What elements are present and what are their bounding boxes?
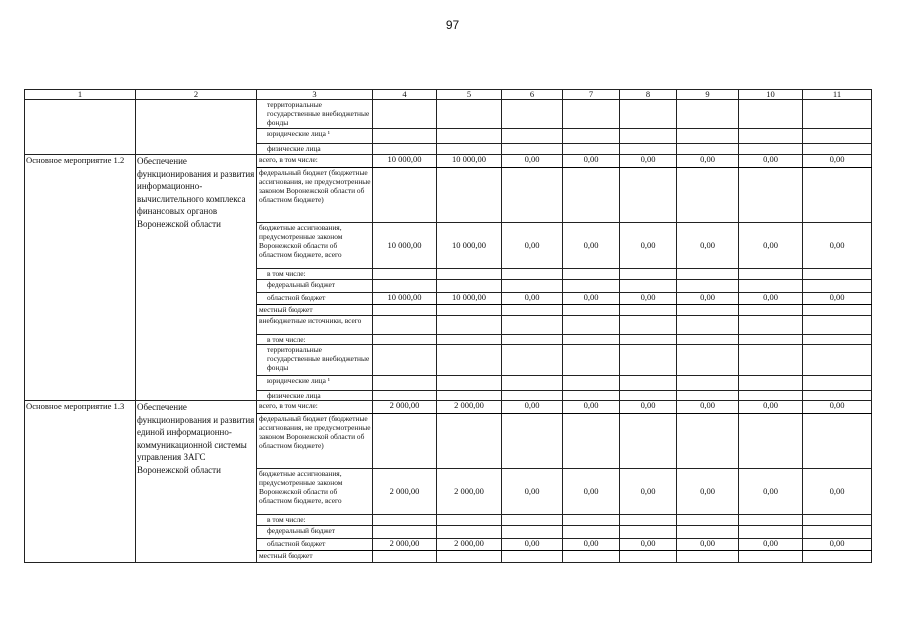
value-cell [620, 391, 677, 401]
column-header-7: 7 [563, 90, 620, 100]
value-cell [373, 129, 437, 144]
value-cell: 2 000,00 [373, 401, 437, 414]
value-cell [803, 551, 872, 563]
funding-source-label: областной бюджет [257, 293, 373, 305]
value-cell [502, 144, 563, 155]
value-cell [563, 280, 620, 293]
funding-source-label: всего, в том числе: [257, 401, 373, 414]
value-cell [803, 168, 872, 223]
value-cell [620, 316, 677, 335]
value-cell [373, 335, 437, 345]
value-cell [502, 280, 563, 293]
funding-source-label: областной бюджет [257, 539, 373, 551]
value-cell: 10 000,00 [437, 293, 502, 305]
value-cell [437, 526, 502, 539]
value-cell [739, 391, 803, 401]
value-cell: 0,00 [803, 293, 872, 305]
value-cell [803, 316, 872, 335]
value-cell: 0,00 [677, 539, 739, 551]
value-cell: 0,00 [502, 469, 563, 515]
funding-source-label: в том числе: [257, 269, 373, 280]
value-cell: 0,00 [739, 293, 803, 305]
value-cell [373, 345, 437, 376]
value-cell [803, 526, 872, 539]
funding-source-label: федеральный бюджет [257, 526, 373, 539]
continuation-col1 [25, 100, 136, 155]
funding-source-label: в том числе: [257, 515, 373, 526]
value-cell [803, 144, 872, 155]
value-cell: 0,00 [502, 401, 563, 414]
funding-source-label: федеральный бюджет [257, 280, 373, 293]
funding-source-label: федеральный бюджет (бюджетные ассигнования, не предусмотренные законом Воронежской области об областном бюджете) [257, 168, 373, 223]
value-cell [563, 391, 620, 401]
funding-source-label: местный бюджет [257, 305, 373, 316]
value-cell [373, 391, 437, 401]
column-header-5: 5 [437, 90, 502, 100]
value-cell [620, 526, 677, 539]
value-cell [437, 376, 502, 391]
value-cell: 0,00 [502, 539, 563, 551]
funding-source-label: внебюджетные источники, всего [257, 316, 373, 335]
value-cell [563, 526, 620, 539]
value-cell [620, 414, 677, 469]
value-cell [502, 305, 563, 316]
value-cell [739, 305, 803, 316]
value-cell [502, 526, 563, 539]
value-cell: 0,00 [563, 401, 620, 414]
value-cell [677, 391, 739, 401]
funding-source-label: бюджетные ассигнования, предусмотренные законом Воронежской области об областном бюджете, всего [257, 469, 373, 515]
value-cell [803, 129, 872, 144]
value-cell [502, 551, 563, 563]
value-cell [437, 335, 502, 345]
value-cell [739, 551, 803, 563]
value-cell: 2 000,00 [437, 469, 502, 515]
value-cell [373, 316, 437, 335]
value-cell [373, 269, 437, 280]
value-cell [739, 515, 803, 526]
column-header-6: 6 [502, 90, 563, 100]
value-cell [677, 269, 739, 280]
funding-source-label: федеральный бюджет (бюджетные ассигнования, не предусмотренные законом Воронежской области об областном бюджете) [257, 414, 373, 469]
column-header-10: 10 [739, 90, 803, 100]
value-cell [502, 129, 563, 144]
value-cell [563, 316, 620, 335]
value-cell [677, 526, 739, 539]
value-cell [563, 515, 620, 526]
value-cell: 0,00 [502, 223, 563, 269]
value-cell: 0,00 [620, 469, 677, 515]
value-cell [437, 144, 502, 155]
value-cell [502, 345, 563, 376]
value-cell [563, 335, 620, 345]
funding-source-label: физические лица [257, 391, 373, 401]
value-cell: 10 000,00 [437, 155, 502, 168]
column-header-11: 11 [803, 90, 872, 100]
funding-source-label: всего, в том числе: [257, 155, 373, 168]
value-cell [677, 305, 739, 316]
value-cell [437, 280, 502, 293]
value-cell: 0,00 [803, 469, 872, 515]
value-cell [502, 391, 563, 401]
value-cell: 0,00 [620, 155, 677, 168]
value-cell: 0,00 [620, 223, 677, 269]
value-cell: 0,00 [563, 293, 620, 305]
value-cell: 0,00 [677, 293, 739, 305]
value-cell: 0,00 [620, 293, 677, 305]
value-cell [739, 100, 803, 129]
value-cell [803, 345, 872, 376]
value-cell [437, 551, 502, 563]
funding-source-label: территориальные государственные внебюджетные фонды [257, 100, 373, 129]
value-cell [803, 376, 872, 391]
value-cell [502, 316, 563, 335]
value-cell [803, 335, 872, 345]
value-cell [677, 551, 739, 563]
value-cell [563, 551, 620, 563]
value-cell: 0,00 [677, 155, 739, 168]
column-header-9: 9 [677, 90, 739, 100]
value-cell [437, 391, 502, 401]
value-cell [620, 144, 677, 155]
value-cell [677, 316, 739, 335]
value-cell: 0,00 [739, 539, 803, 551]
budget-table [24, 89, 872, 563]
value-cell [677, 414, 739, 469]
value-cell [373, 414, 437, 469]
table-row [25, 401, 872, 414]
value-cell [373, 144, 437, 155]
value-cell [620, 100, 677, 129]
value-cell [620, 345, 677, 376]
value-cell [502, 269, 563, 280]
value-cell: 10 000,00 [437, 223, 502, 269]
value-cell: 0,00 [563, 223, 620, 269]
value-cell [502, 335, 563, 345]
value-cell [620, 129, 677, 144]
value-cell [739, 280, 803, 293]
value-cell [502, 376, 563, 391]
value-cell [373, 551, 437, 563]
value-cell [677, 100, 739, 129]
column-header-1: 1 [25, 90, 136, 100]
value-cell [620, 269, 677, 280]
value-cell [677, 515, 739, 526]
value-cell [563, 376, 620, 391]
value-cell [677, 144, 739, 155]
value-cell: 0,00 [563, 539, 620, 551]
value-cell [803, 391, 872, 401]
value-cell: 0,00 [620, 401, 677, 414]
value-cell [437, 269, 502, 280]
value-cell: 0,00 [739, 401, 803, 414]
funding-source-label: юридические лица ¹ [257, 129, 373, 144]
value-cell [739, 269, 803, 280]
funding-source-label: местный бюджет [257, 551, 373, 563]
value-cell [437, 515, 502, 526]
value-cell [373, 526, 437, 539]
activity-number: Основное мероприятие 1.2 [25, 155, 136, 401]
value-cell [373, 168, 437, 223]
value-cell [739, 345, 803, 376]
value-cell [502, 168, 563, 223]
funding-source-label: в том числе: [257, 335, 373, 345]
value-cell [373, 515, 437, 526]
value-cell [739, 129, 803, 144]
value-cell: 2 000,00 [373, 469, 437, 515]
value-cell [563, 345, 620, 376]
column-header-4: 4 [373, 90, 437, 100]
value-cell [620, 551, 677, 563]
column-header-3: 3 [257, 90, 373, 100]
value-cell: 0,00 [620, 539, 677, 551]
column-header-2: 2 [136, 90, 257, 100]
value-cell: 0,00 [739, 223, 803, 269]
value-cell: 0,00 [739, 155, 803, 168]
value-cell: 0,00 [502, 155, 563, 168]
value-cell [739, 316, 803, 335]
value-cell: 2 000,00 [437, 401, 502, 414]
value-cell [620, 168, 677, 223]
value-cell [803, 280, 872, 293]
funding-source-label: физические лица [257, 144, 373, 155]
value-cell [677, 335, 739, 345]
value-cell [677, 345, 739, 376]
value-cell [502, 100, 563, 129]
value-cell [502, 414, 563, 469]
value-cell [502, 515, 563, 526]
value-cell [373, 305, 437, 316]
value-cell [803, 100, 872, 129]
value-cell: 2 000,00 [373, 539, 437, 551]
value-cell [437, 316, 502, 335]
table-row [25, 155, 872, 168]
activity-number: Основное мероприятие 1.3 [25, 401, 136, 563]
value-cell: 0,00 [677, 469, 739, 515]
value-cell [803, 305, 872, 316]
value-cell: 0,00 [563, 469, 620, 515]
value-cell [620, 305, 677, 316]
value-cell [563, 414, 620, 469]
value-cell [803, 269, 872, 280]
page-number: 97 [445, 18, 460, 32]
value-cell [739, 414, 803, 469]
value-cell [739, 144, 803, 155]
value-cell [620, 335, 677, 345]
value-cell [677, 129, 739, 144]
value-cell [563, 305, 620, 316]
value-cell: 0,00 [677, 223, 739, 269]
header-row [25, 90, 872, 100]
value-cell [373, 376, 437, 391]
value-cell [739, 335, 803, 345]
table-row [25, 100, 872, 129]
continuation-col2 [136, 100, 257, 155]
value-cell: 2 000,00 [437, 539, 502, 551]
value-cell: 10 000,00 [373, 155, 437, 168]
value-cell [677, 376, 739, 391]
value-cell: 0,00 [739, 469, 803, 515]
value-cell [563, 129, 620, 144]
funding-source-label: бюджетные ассигнования, предусмотренные законом Воронежской области об областном бюджете, всего [257, 223, 373, 269]
value-cell [677, 168, 739, 223]
value-cell: 0,00 [803, 539, 872, 551]
value-cell [373, 280, 437, 293]
value-cell [620, 376, 677, 391]
value-cell [437, 100, 502, 129]
value-cell [620, 280, 677, 293]
value-cell: 0,00 [563, 155, 620, 168]
value-cell [739, 526, 803, 539]
value-cell [437, 414, 502, 469]
value-cell: 0,00 [677, 401, 739, 414]
funding-source-label: юридические лица ¹ [257, 376, 373, 391]
value-cell [437, 168, 502, 223]
value-cell [563, 144, 620, 155]
value-cell [563, 100, 620, 129]
value-cell [437, 305, 502, 316]
value-cell: 0,00 [502, 293, 563, 305]
funding-source-label: территориальные государственные внебюджетные фонды [257, 345, 373, 376]
value-cell [373, 100, 437, 129]
value-cell [677, 280, 739, 293]
value-cell: 0,00 [803, 155, 872, 168]
value-cell: 0,00 [803, 401, 872, 414]
activity-name: Обеспечение функционирования и развития информационно-вычислительного комплекса финансовых органов Воронежской области [136, 155, 257, 401]
value-cell [437, 345, 502, 376]
column-header-8: 8 [620, 90, 677, 100]
value-cell: 10 000,00 [373, 223, 437, 269]
value-cell [803, 515, 872, 526]
value-cell [563, 269, 620, 280]
value-cell: 10 000,00 [373, 293, 437, 305]
value-cell [739, 376, 803, 391]
value-cell [563, 168, 620, 223]
value-cell [803, 414, 872, 469]
value-cell [437, 129, 502, 144]
value-cell [620, 515, 677, 526]
activity-name: Обеспечение функционирования и развития единой информационно-коммуникационной системы управления ЗАГС Воронежской области [136, 401, 257, 563]
value-cell [739, 168, 803, 223]
value-cell: 0,00 [803, 223, 872, 269]
